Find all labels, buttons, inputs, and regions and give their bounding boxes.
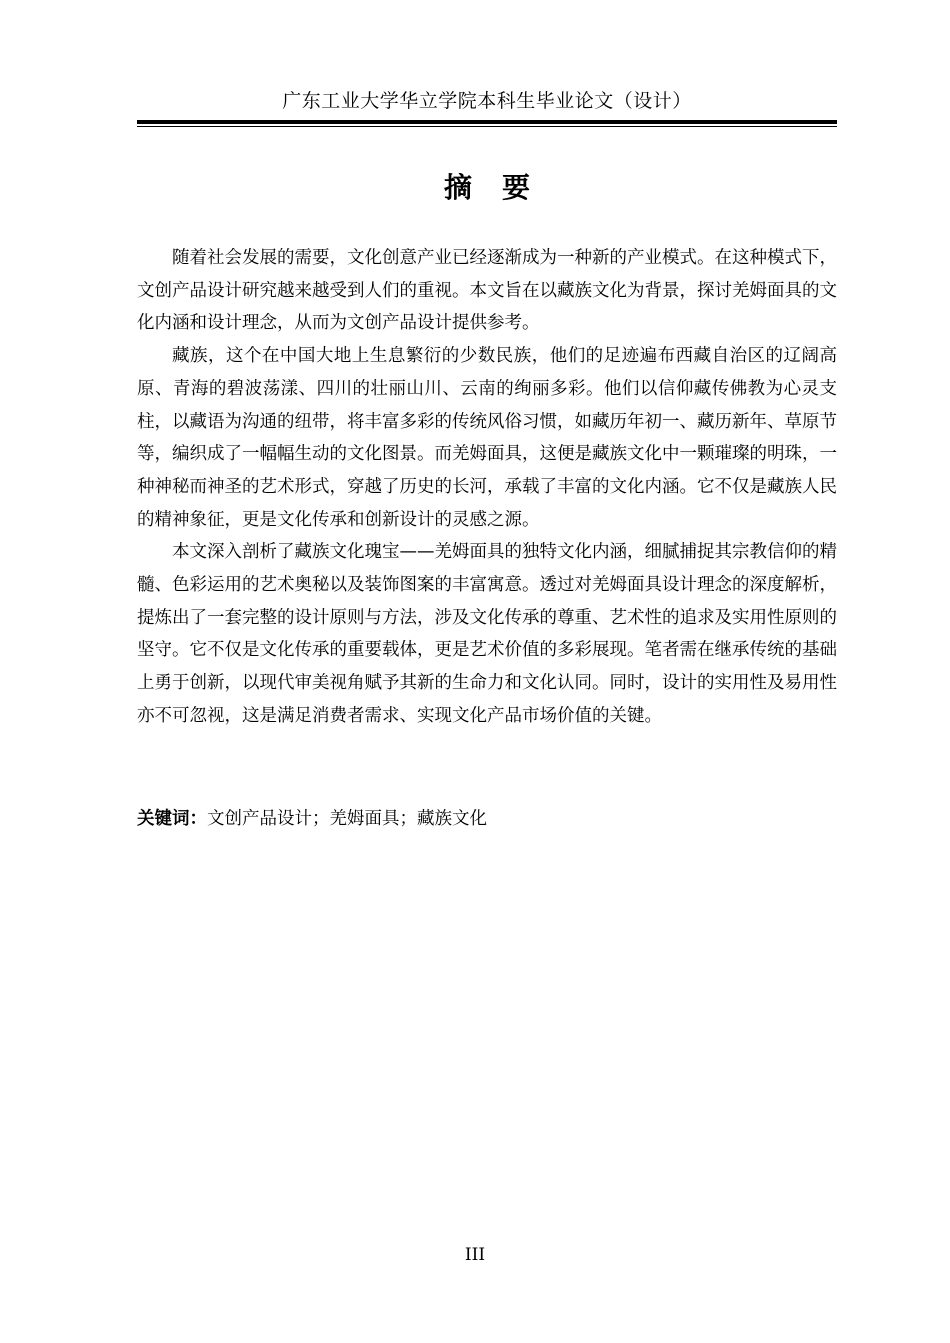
abstract-paragraph-1: 随着社会发展的需要，文化创意产业已经逐渐成为一种新的产业模式。在这种模式下，文创产品设计研究越来越受到人们的重视。本文旨在以藏族文化为背景，探讨羌姆面具的文化内涵和设计理念，从而为文创产品设计提供参考。 <box>137 248 837 334</box>
header-rule-thin <box>137 126 837 127</box>
keywords-label: 关键词： <box>137 809 207 829</box>
keywords-value: 文创产品设计；羌姆面具；藏族文化 <box>207 809 487 829</box>
keywords-line <box>137 803 837 835</box>
abstract-body <box>137 242 837 733</box>
abstract-paragraph-2: 藏族，这个在中国大地上生息繁衍的少数民族，他们的足迹遍布西藏自治区的辽阔高原、青海的碧波荡漾、四川的壮丽山川、云南的绚丽多彩。他们以信仰藏传佛教为心灵支柱，以藏语为沟通的纽带，将丰富多彩的传统风俗习惯，如藏历年初一、藏历新年、草原节等，编织成了一幅幅生动的文化图景。而羌姆面具，这便是藏族文化中一颗璀璨的明珠，一种神秘而神圣的艺术形式，穿越了历史的长河，承载了丰富的文化内涵。它不仅是藏族人民的精神象征，更是文化传承和创新设计的灵感之源。 <box>137 346 837 530</box>
running-header: 广东工业大学华立学院本科生毕业论文（设计） <box>282 90 692 112</box>
abstract-paragraph-3: 本文深入剖析了藏族文化瑰宝——羌姆面具的独特文化内涵，细腻捕捉其宗教信仰的精髓、色彩运用的艺术奥秘以及装饰图案的丰富寓意。透过对羌姆面具设计理念的深度解析，提炼出了一套完整的设计原则与方法，涉及文化传承的尊重、艺术性的追求及实用性原则的坚守。它不仅是文化传承的重要载体，更是艺术价值的多彩展现。笔者需在继承传统的基础上勇于创新，以现代审美视角赋予其新的生命力和文化认同。同时，设计的实用性及易用性亦不可忽视，这是满足消费者需求、实现文化产品市场价值的关键。 <box>137 542 837 726</box>
abstract-title: 摘要 <box>443 171 560 204</box>
page-number: III <box>464 1245 486 1265</box>
header-rule-thick <box>137 120 837 124</box>
